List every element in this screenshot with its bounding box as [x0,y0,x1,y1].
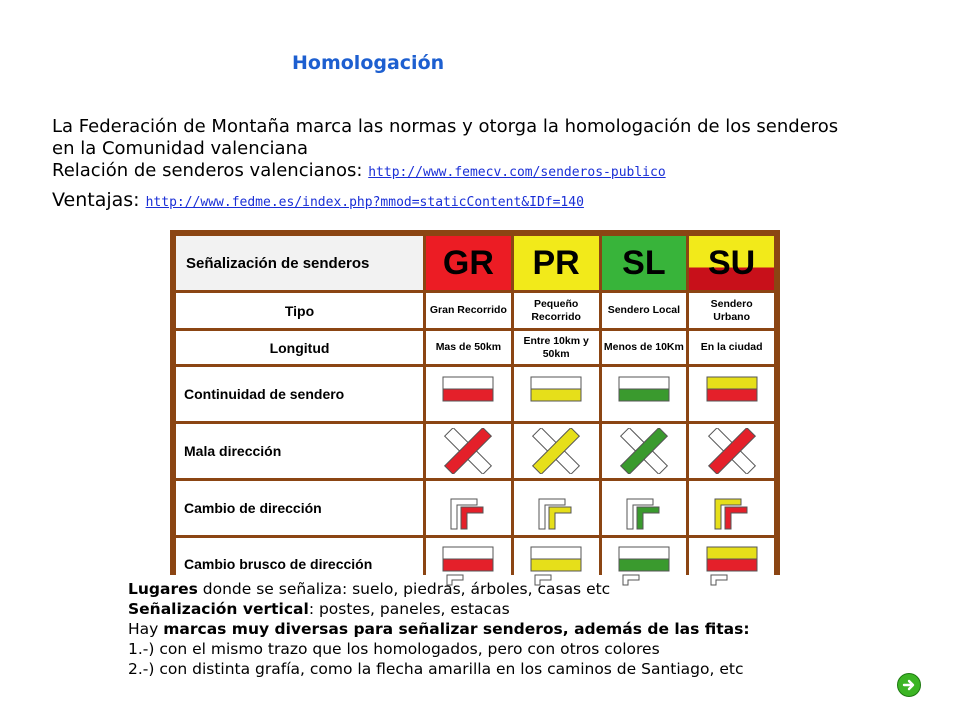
mark-stripe-top [707,377,757,389]
note-item-2: 2.-) con distinta grafía, como la flecha amarilla en los caminos de Santiago, etc [128,660,744,678]
note-lugares-bold: Lugares [128,580,198,598]
mala-direccion-symbol [514,424,599,478]
ventajas-line [52,189,852,214]
mala-mark-svg [701,428,763,474]
row-label-continuidad: Continuidad de sendero [176,367,423,421]
cambio-mark-svg [437,485,499,531]
longitud-pr: Entre 10km y 50km [514,331,599,364]
arrow-right-circle-icon [901,677,917,693]
cont-mark-svg [613,371,675,417]
mark-stripe-top [619,377,669,389]
longitud-gr: Mas de 50km [426,331,511,364]
mala-direccion-symbol [426,424,511,478]
note-vertical-text: : postes, paneles, estacas [308,600,510,618]
mark-stripe-bottom [619,559,669,571]
row-label-tipo: Tipo [176,293,423,328]
mark-cross [533,428,580,474]
row-label-longitud: Longitud [176,331,423,364]
intro-line: La Federación de Montaña marca las normas y otorga la homologación de los senderos en la Comunidad valenciana [52,116,839,159]
tipo-gr: Gran Recorrido [426,293,511,328]
relacion-line [52,160,852,184]
mark-stripe-bottom [531,389,581,401]
note-item-1: 1.-) con el mismo trazo que los homologados, pero con otros colores [128,640,660,658]
mark-stripe-top [443,547,493,559]
mala-direccion-symbol [602,424,687,478]
continuidad-symbol [514,367,599,421]
note-marcas-pre: Hay [128,620,164,638]
table-header-label: Señalización de senderos [176,236,423,290]
continuidad-symbol [426,367,511,421]
mark-turn-inner [637,507,659,529]
ventajas-label: Ventajas: [52,189,146,211]
cambio-mark-svg [613,485,675,531]
mark-stripe-bottom [707,559,757,571]
longitud-su: En la ciudad [689,331,774,364]
notes [128,579,750,679]
signage-table-image [170,230,780,575]
row-label-cambio-direccion: Cambio de dirección [176,481,423,535]
mark-turn-inner [461,507,483,529]
cambio-mark-svg [701,485,763,531]
mark-stripe-top [531,377,581,389]
mark-stripe-top [531,547,581,559]
note-vertical-bold: Señalización vertical [128,600,309,618]
mala-mark-svg [437,428,499,474]
longitud-sl: Menos de 10Km [602,331,687,364]
mala-mark-svg [613,428,675,474]
cont-mark-svg [437,371,499,417]
next-slide-button[interactable] [897,673,921,697]
cambio-direccion-symbol [426,481,511,535]
code-gr: GR [426,236,511,290]
mark-stripe-top [619,547,669,559]
cambio-direccion-symbol [689,481,774,535]
tipo-pr: Pequeño Recorrido [514,293,599,328]
row-label-cambio-brusco: Cambio brusco de dirección [176,538,423,589]
continuidad-symbol [689,367,774,421]
code-pr: PR [514,236,599,290]
mark-cross [708,428,755,474]
mark-stripe-bottom [443,389,493,401]
mark-turn-inner [549,507,571,529]
tipo-su: Sendero Urbano [689,293,774,328]
continuidad-symbol [602,367,687,421]
note-vertical [128,599,750,619]
cambio-direccion-symbol [602,481,687,535]
note-marcas [128,619,750,639]
note-lugares [128,579,750,599]
relacion-label: Relación de senderos valencianos: [52,160,369,181]
mala-mark-svg [525,428,587,474]
ventajas-link[interactable]: http://www.fedme.es/index.php?mmod=staticContent&IDf=140 [145,195,584,210]
mark-stripe-bottom [707,389,757,401]
note-lugares-text: donde se señaliza: suelo, piedras, árboles, casas etc [197,580,611,598]
tipo-sl: Sendero Local [602,293,687,328]
relacion-link[interactable]: http://www.femecv.com/senderos-publico [368,165,666,180]
mark-cross [621,428,668,474]
cambio-direccion-symbol [514,481,599,535]
mark-stripe-bottom [531,559,581,571]
page-title: Homologación [292,52,445,74]
cont-mark-svg [525,371,587,417]
mark-stripe-top [443,377,493,389]
mark-stripe-top [707,547,757,559]
cont-mark-svg [701,371,763,417]
mark-stripe-bottom [443,559,493,571]
note-marcas-bold: marcas muy diversas para señalizar senderos, además de las fitas: [163,620,750,638]
row-label-mala-direccion: Mala dirección [176,424,423,478]
mala-direccion-symbol [689,424,774,478]
mark-cross [445,428,492,474]
code-sl: SL [602,236,687,290]
code-su: SU [689,236,774,290]
signage-grid [176,236,774,572]
mark-turn-inner [725,507,747,529]
cambio-mark-svg [525,485,587,531]
intro-text [52,116,852,214]
mark-stripe-bottom [619,389,669,401]
